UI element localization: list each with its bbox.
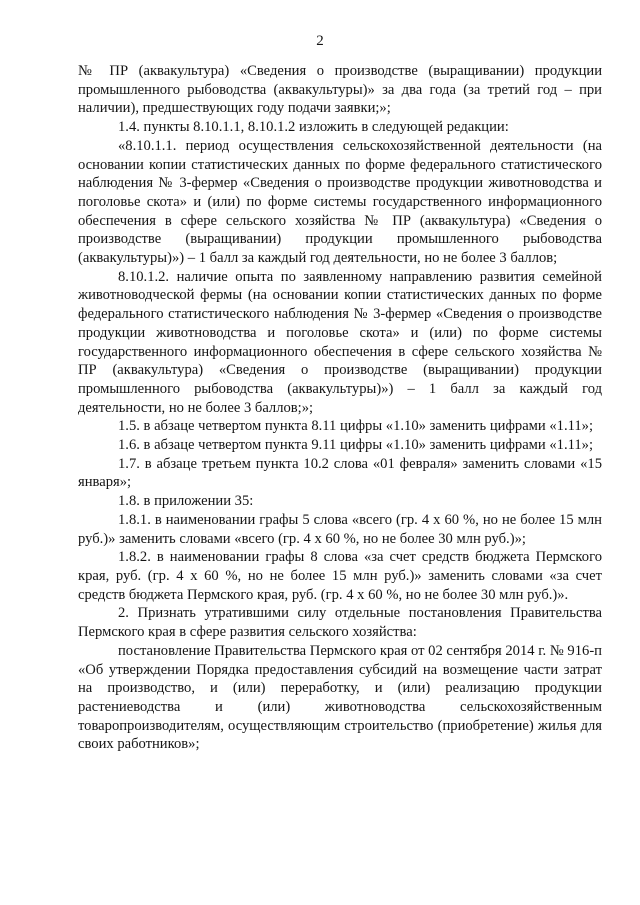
- paragraph-item-2: 2. Признать утратившими силу отдельные постановления Правительства Пермского края в сфере развития сельского хозяйства:: [78, 605, 602, 641]
- paragraph-item-1-8: 1.8. в приложении 35:: [118, 493, 254, 510]
- paragraph-item-1-8-2: 1.8.2. в наименовании графы 8 слова «за счет средств бюджета Пермского края, руб. (гр. 4 х 60 %, но не более 15 млн руб.)» заменить словами «за счет средств бюджета Пермского края, руб. (гр. 4 х 60 %, но не более 30 млн руб.)».: [78, 549, 602, 603]
- document-body: [78, 62, 602, 754]
- paragraph-item-8-10-1-1: «8.10.1.1. период осуществления сельскохозяйственной деятельности (на основании копии статистических данных по форме федерального статистического наблюдения № 3-фермер «Сведения о производстве продукции животноводства и поголовье скота» и (или) по форме системы государственного информационного обеспечения в сфере сельского хозяйства № ПР (аквакультура) «Сведения о производстве (выращивании) продукции промышленного рыбоводства (аквакультуры)») – 1 балл за каждый год деятельности, но не более 3 баллов;: [78, 137, 602, 267]
- paragraph-resolution-916-p: постановление Правительства Пермского края от 02 сентября 2014 г. № 916-п «Об утверждении Порядка предоставления субсидий на возмещение части затрат на производство, и (или) переработку, и (или) реализацию продукции растениеводства и (или) животноводства сельскохозяйственным товаропроизводителям, осуществляющим строительство (приобретение) жилья для своих работников»;: [78, 642, 602, 753]
- paragraph-item-1-4: 1.4. пункты 8.10.1.1, 8.10.1.2 изложить в следующей редакции:: [118, 119, 509, 136]
- paragraph-item-1-7: 1.7. в абзаце третьем пункта 10.2 слова «01 февраля» заменить словами «15 января»;: [78, 455, 602, 491]
- paragraph-continuation: № ПР (аквакультура) «Сведения о производстве (выращивании) продукции промышленного рыбоводства (аквакультуры)» за два года (за третий год – при наличии), предшествующих году подачи заявки;»;: [78, 63, 602, 117]
- paragraph-item-8-10-1-2: 8.10.1.2. наличие опыта по заявленному направлению развития семейной животноводческой фермы (на основании копии статистических данных по форме федерального статистического наблюдения № 3-фермер «Сведения о производстве продукции животноводства и поголовье скота» и (или) по форме системы государственного информационного обеспечения в сфере сельского хозяйства № ПР (аквакультура) «Сведения о производстве (выращивании) продукции промышленного рыбоводства (аквакультуры)») – 1 балл за каждый год деятельности, но не более 3 баллов;»;: [78, 268, 602, 416]
- paragraph-item-1-8-1: 1.8.1. в наименовании графы 5 слова «всего (гр. 4 х 60 %, но не более 15 млн руб.)» заменить словами «всего (гр. 4 х 60 %, но не более 30 млн руб.)»;: [78, 511, 602, 547]
- page-number: 2: [316, 33, 324, 49]
- paragraph-item-1-6: 1.6. в абзаце четвертом пункта 9.11 цифры «1.10» заменить цифрами «1.11»;: [118, 437, 594, 454]
- paragraph-item-1-5: 1.5. в абзаце четвертом пункта 8.11 цифры «1.10» заменить цифрами «1.11»;: [118, 418, 594, 435]
